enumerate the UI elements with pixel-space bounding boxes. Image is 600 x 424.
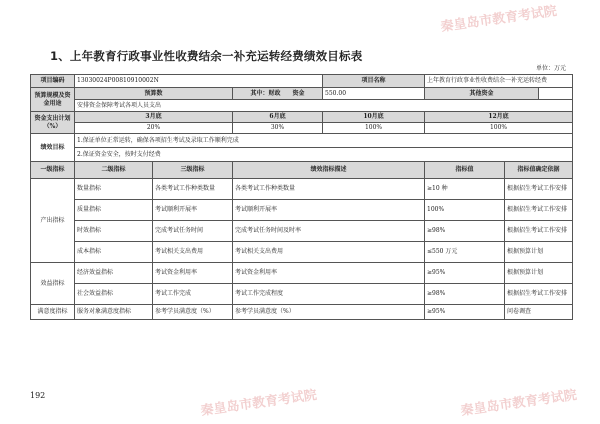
plan-period: 6月底	[233, 112, 323, 123]
level3-cell: 考试工作完成	[153, 284, 233, 305]
budget-amount-label: 预算数	[75, 88, 233, 100]
level2-cell: 经济效益指标	[75, 263, 153, 284]
project-name-value: 上年教育行政事业性收费结余一补充运转经费	[425, 75, 573, 88]
plan-value: 100%	[425, 123, 573, 134]
description-cell: 各类考试工作种类数量	[233, 179, 425, 200]
finance-funds-label: 其中：财政 资金	[233, 88, 323, 100]
goal-item: 1.保证单位正常运转，确保各项招生考试及录取工作顺利完成	[75, 134, 573, 148]
value-cell: ≤550 万元	[425, 242, 505, 263]
unit-label: 单位：万元	[535, 65, 566, 72]
goals-label: 绩效目标	[31, 134, 75, 162]
description-cell: 参考学员满意度（%）	[233, 305, 425, 320]
value-cell: ≥98%	[425, 221, 505, 242]
watermark: 秦皇岛市教育考试院	[459, 387, 578, 420]
basis-cell: 问卷调查	[505, 305, 573, 320]
header-level1: 一级指标	[31, 162, 75, 179]
value-cell: ≥10 种	[425, 179, 505, 200]
description-cell: 考试工作完成程度	[233, 284, 425, 305]
level2-cell: 服务对象满意度指标	[75, 305, 153, 320]
level1-cell: 效益指标	[31, 263, 75, 305]
basis-cell: 根据预算计划	[505, 242, 573, 263]
page-title: 1、上年教育行政事业性收费结余一补充运转经费绩效目标表	[50, 49, 363, 63]
header-value: 指标值	[425, 162, 505, 179]
plan-period: 10月底	[323, 112, 425, 123]
value-cell: ≥95%	[425, 263, 505, 284]
spending-plan-label: 资金支出计划（%）	[31, 112, 75, 134]
header-basis: 指标值确定依据	[505, 162, 573, 179]
budget-scale-label: 预算规模及资金用途	[31, 88, 75, 112]
header-level3: 三级指标	[153, 162, 233, 179]
plan-value: 100%	[323, 123, 425, 134]
level3-cell: 考试顺利开展率	[153, 200, 233, 221]
level1-cell: 产出指标	[31, 179, 75, 263]
description-cell: 完成考试任务时间及时率	[233, 221, 425, 242]
plan-period: 12月底	[425, 112, 573, 123]
level3-cell: 完成考试任务时间	[153, 221, 233, 242]
level3-cell: 参考学员满意度（%）	[153, 305, 233, 320]
level2-cell: 数量指标	[75, 179, 153, 200]
funds-usage-text: 安排资金保障考试各项人员支出	[75, 100, 573, 112]
project-name-label: 项目名称	[323, 75, 425, 88]
goal-item: 2.保证资金安全，按时支付经费	[75, 148, 573, 162]
finance-funds-value: 550.00	[323, 88, 425, 100]
plan-period: 3月底	[75, 112, 233, 123]
plan-value: 30%	[233, 123, 323, 134]
basis-cell: 根据预算计划	[505, 263, 573, 284]
header-description: 绩效指标描述	[233, 162, 425, 179]
plan-value: 20%	[75, 123, 233, 134]
description-cell: 考试顺利开展率	[233, 200, 425, 221]
performance-table	[30, 74, 573, 320]
other-funds-label: 其他资金	[425, 88, 539, 100]
value-cell: ≥95%	[425, 305, 505, 320]
watermark: 秦皇岛市教育考试院	[439, 3, 558, 36]
header-level2: 二级指标	[75, 162, 153, 179]
other-funds-value	[539, 88, 573, 100]
basis-cell: 根据招生考试工作安排	[505, 284, 573, 305]
value-cell: 100%	[425, 200, 505, 221]
level2-cell: 社会效益指标	[75, 284, 153, 305]
level2-cell: 质量指标	[75, 200, 153, 221]
basis-cell: 根据招生考试工作安排	[505, 200, 573, 221]
description-cell: 考试相关支出费用	[233, 242, 425, 263]
basis-cell: 根据招生考试工作安排	[505, 221, 573, 242]
description-cell: 考试资金利用率	[233, 263, 425, 284]
level2-cell: 时效指标	[75, 221, 153, 242]
level1-cell: 满意度指标	[31, 305, 75, 320]
project-code-value: 13030024P00810910002N	[75, 75, 323, 88]
watermark: 秦皇岛市教育考试院	[199, 387, 318, 420]
level2-cell: 成本指标	[75, 242, 153, 263]
level3-cell: 考试相关支出费用	[153, 242, 233, 263]
page-number: 192	[30, 391, 46, 400]
level3-cell: 考试资金利用率	[153, 263, 233, 284]
level3-cell: 各类考试工作种类数量	[153, 179, 233, 200]
value-cell: ≥98%	[425, 284, 505, 305]
basis-cell: 根据招生考试工作安排	[505, 179, 573, 200]
project-code-label: 项目编码	[31, 75, 75, 88]
